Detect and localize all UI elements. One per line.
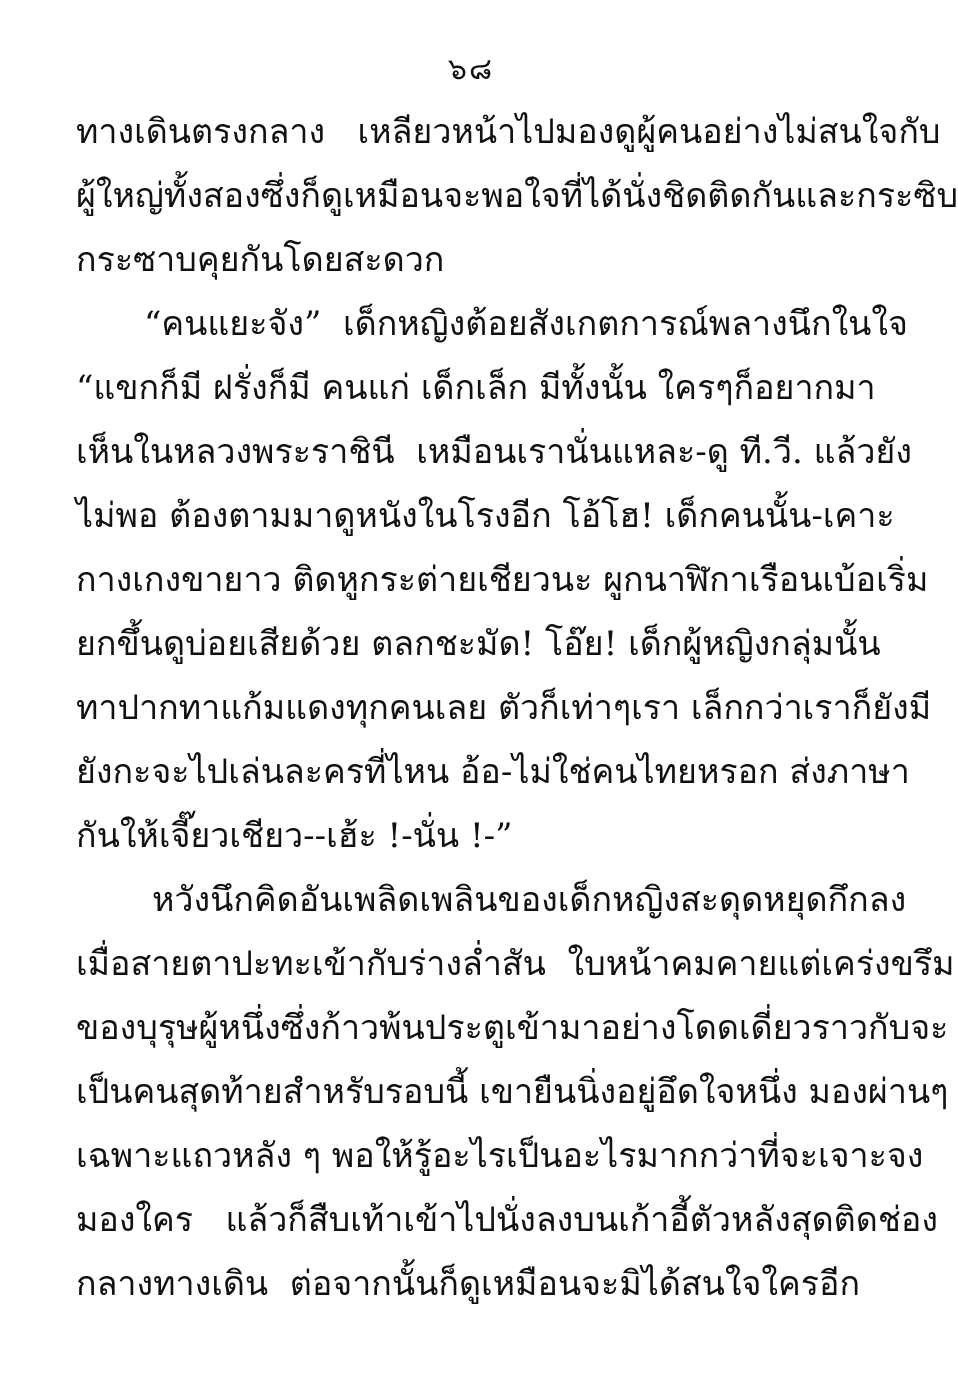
text-line: ยกขึ้นดูบ่อยเสียด้วย ตลกชะมัด! โอ๊ย! เด็กผู้หญิงกลุ่มนั้น: [76, 624, 881, 664]
text-line: “แขกก็มี ฝรั่งก็มี คนแก่ เด็กเล็ก มีทั้งนั้น ใครๆก็อยากมา: [76, 368, 876, 408]
text-line: ของบุรุษผู้หนึ่งซึ่งก้าวพ้นประตูเข้ามาอย่างโดดเดี่ยวราวกับจะ: [76, 1008, 949, 1048]
text-line: ทางเดินตรงกลาง เหลียวหน้าไปมองดูผู้คนอย่างไม่สนใจกับ: [76, 112, 941, 152]
text-line: เฉพาะแถวหลัง ๆ พอให้รู้อะไรเป็นอะไรมากกว่าที่จะเจาะจง: [76, 1136, 924, 1176]
text-line: ไม่พอ ต้องตามมาดูหนังในโรงอีก โอ้โฮ! เด็กคนนั้น-เคาะ: [76, 496, 895, 536]
text-line: กลางทางเดิน ต่อจากนั้นก็ดูเหมือนจะมิได้สนใจใครอีก: [76, 1264, 861, 1304]
text-line: ผู้ใหญ่ทั้งสองซึ่งก็ดูเหมือนจะพอใจที่ได้นั่งชิดติดกันและกระซิบ: [76, 176, 958, 216]
text-line: เป็นคนสุดท้ายสำหรับรอบนี้ เขายืนนิ่งอยู่อึดใจหนึ่ง มองผ่านๆ: [76, 1072, 949, 1112]
text-line: “คนแยะจัง” เด็กหญิงต้อยสังเกตการณ์พลางนึกในใจ: [144, 304, 908, 344]
page-number: ๖๘: [447, 52, 495, 87]
text-line: เมื่อสายตาปะทะเข้ากับร่างล่ำสัน ใบหน้าคมคายแต่เคร่งขรึม: [76, 944, 955, 984]
text-line: ทาปากทาแก้มแดงทุกคนเลย ตัวก็เท่าๆเรา เล็กกว่าเราก็ยังมี: [76, 688, 932, 728]
body-text: [76, 100, 958, 1316]
text-line: เห็นในหลวงพระราชินี เหมือนเรานั่นแหละ-ดู ที.วี. แล้วยัง: [76, 432, 912, 472]
text-line: กางเกงขายาว ติดหูกระต่ายเชียวนะ ผูกนาฬิกาเรือนเบ้อเริ่ม: [76, 560, 929, 600]
text-line: กระซาบคุยกันโดยสะดวก: [76, 240, 445, 280]
text-line: ยังกะจะไปเล่นละครที่ไหน อ้อ-ไม่ใช่คนไทยหรอก ส่งภาษา: [76, 752, 910, 792]
text-line: กันให้เจี๊ยวเชียว--เฮ้ะ !-นั่น !-”: [76, 816, 513, 856]
text-line: มองใคร แล้วก็สืบเท้าเข้าไปนั่งลงบนเก้าอี้ตัวหลังสุดติดช่อง: [76, 1200, 938, 1240]
text-line: หวังนึกคิดอันเพลิดเพลินของเด็กหญิงสะดุดหยุดกึกลง: [152, 880, 907, 920]
